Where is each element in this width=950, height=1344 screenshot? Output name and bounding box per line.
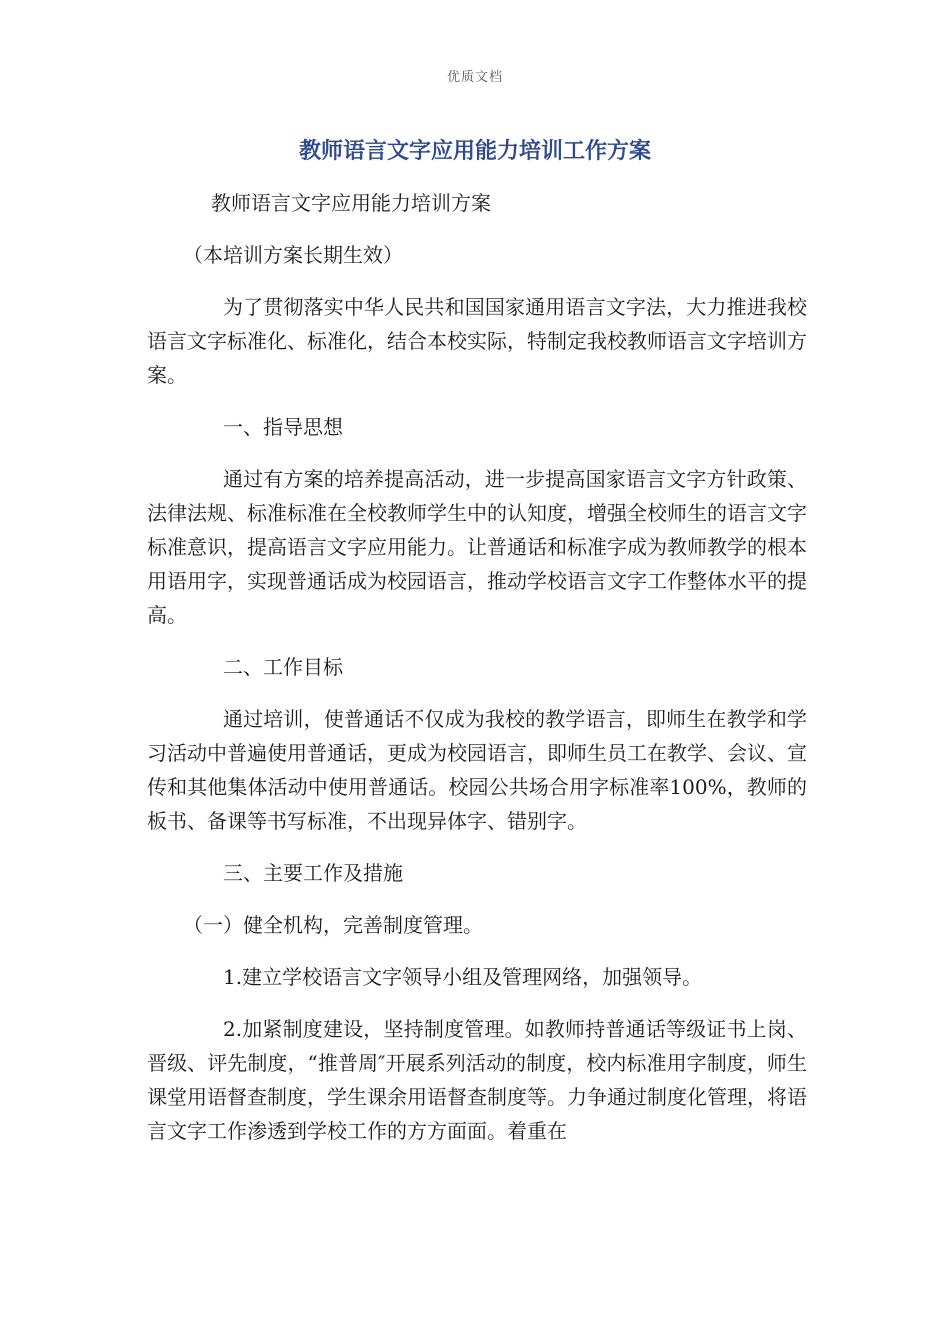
measure-item-2: 2.加紧制度建设，坚持制度管理。如教师持普通话等级证书上岗、晋级、评先制度，“推普周″开展系列活动的制度，校内标准用字制度，师生课堂用语督查制度，学生课余用语督查制度等。力争通过制度化管理，将语言文字工作渗透到学校工作的方方面面。着重在 (147, 1017, 807, 1143)
document-body (147, 186, 807, 1166)
work-goals-paragraph: 通过培训，使普通话不仅成为我校的教学语言，即师生在教学和学习活动中普遍使用普通话，更成为校园语言，即师生员工在教学、会议、宣传和其他集体活动中使用普通话。校园公共场合用字标准率100%，教师的板书、备课等书写标准，不出现异体字、错别字。 (147, 707, 807, 833)
measure-item-1: 1.建立学校语言文字领导小组及管理网络，加强领导。 (223, 965, 703, 989)
guiding-ideology-paragraph: 通过有方案的培养提高活动，进一步提高国家语言文字方针政策、法律法规、标准标准在全校教师学生中的认知度，增强全校师生的语言文字标准意识，提高语言文字应用能力。让普通话和标准字成为教师教学的根本用语用字，实现普通话成为校园语言，推动学校语言文字工作整体水平的提高。 (147, 467, 807, 627)
page-header: 优质文档 (446, 70, 503, 85)
section-heading-work-goals: 二、工作目标 (223, 655, 343, 679)
subsection-heading-1: （一）健全机构，完善制度管理。 (183, 913, 483, 937)
validity-note: （本培训方案长期生效） (183, 243, 403, 267)
subtitle-paragraph: 教师语言文字应用能力培训方案 (211, 191, 491, 215)
section-heading-main-work: 三、主要工作及措施 (223, 861, 403, 885)
document-title: 教师语言文字应用能力培训工作方案 (298, 139, 651, 164)
section-heading-guiding-ideology: 一、指导思想 (223, 415, 343, 439)
intro-paragraph: 为了贯彻落实中华人民共和国国家通用语言文字法，大力推进我校语言文字标准化、标准化，结合本校实际，特制定我校教师语言文字培训方案。 (147, 295, 807, 387)
